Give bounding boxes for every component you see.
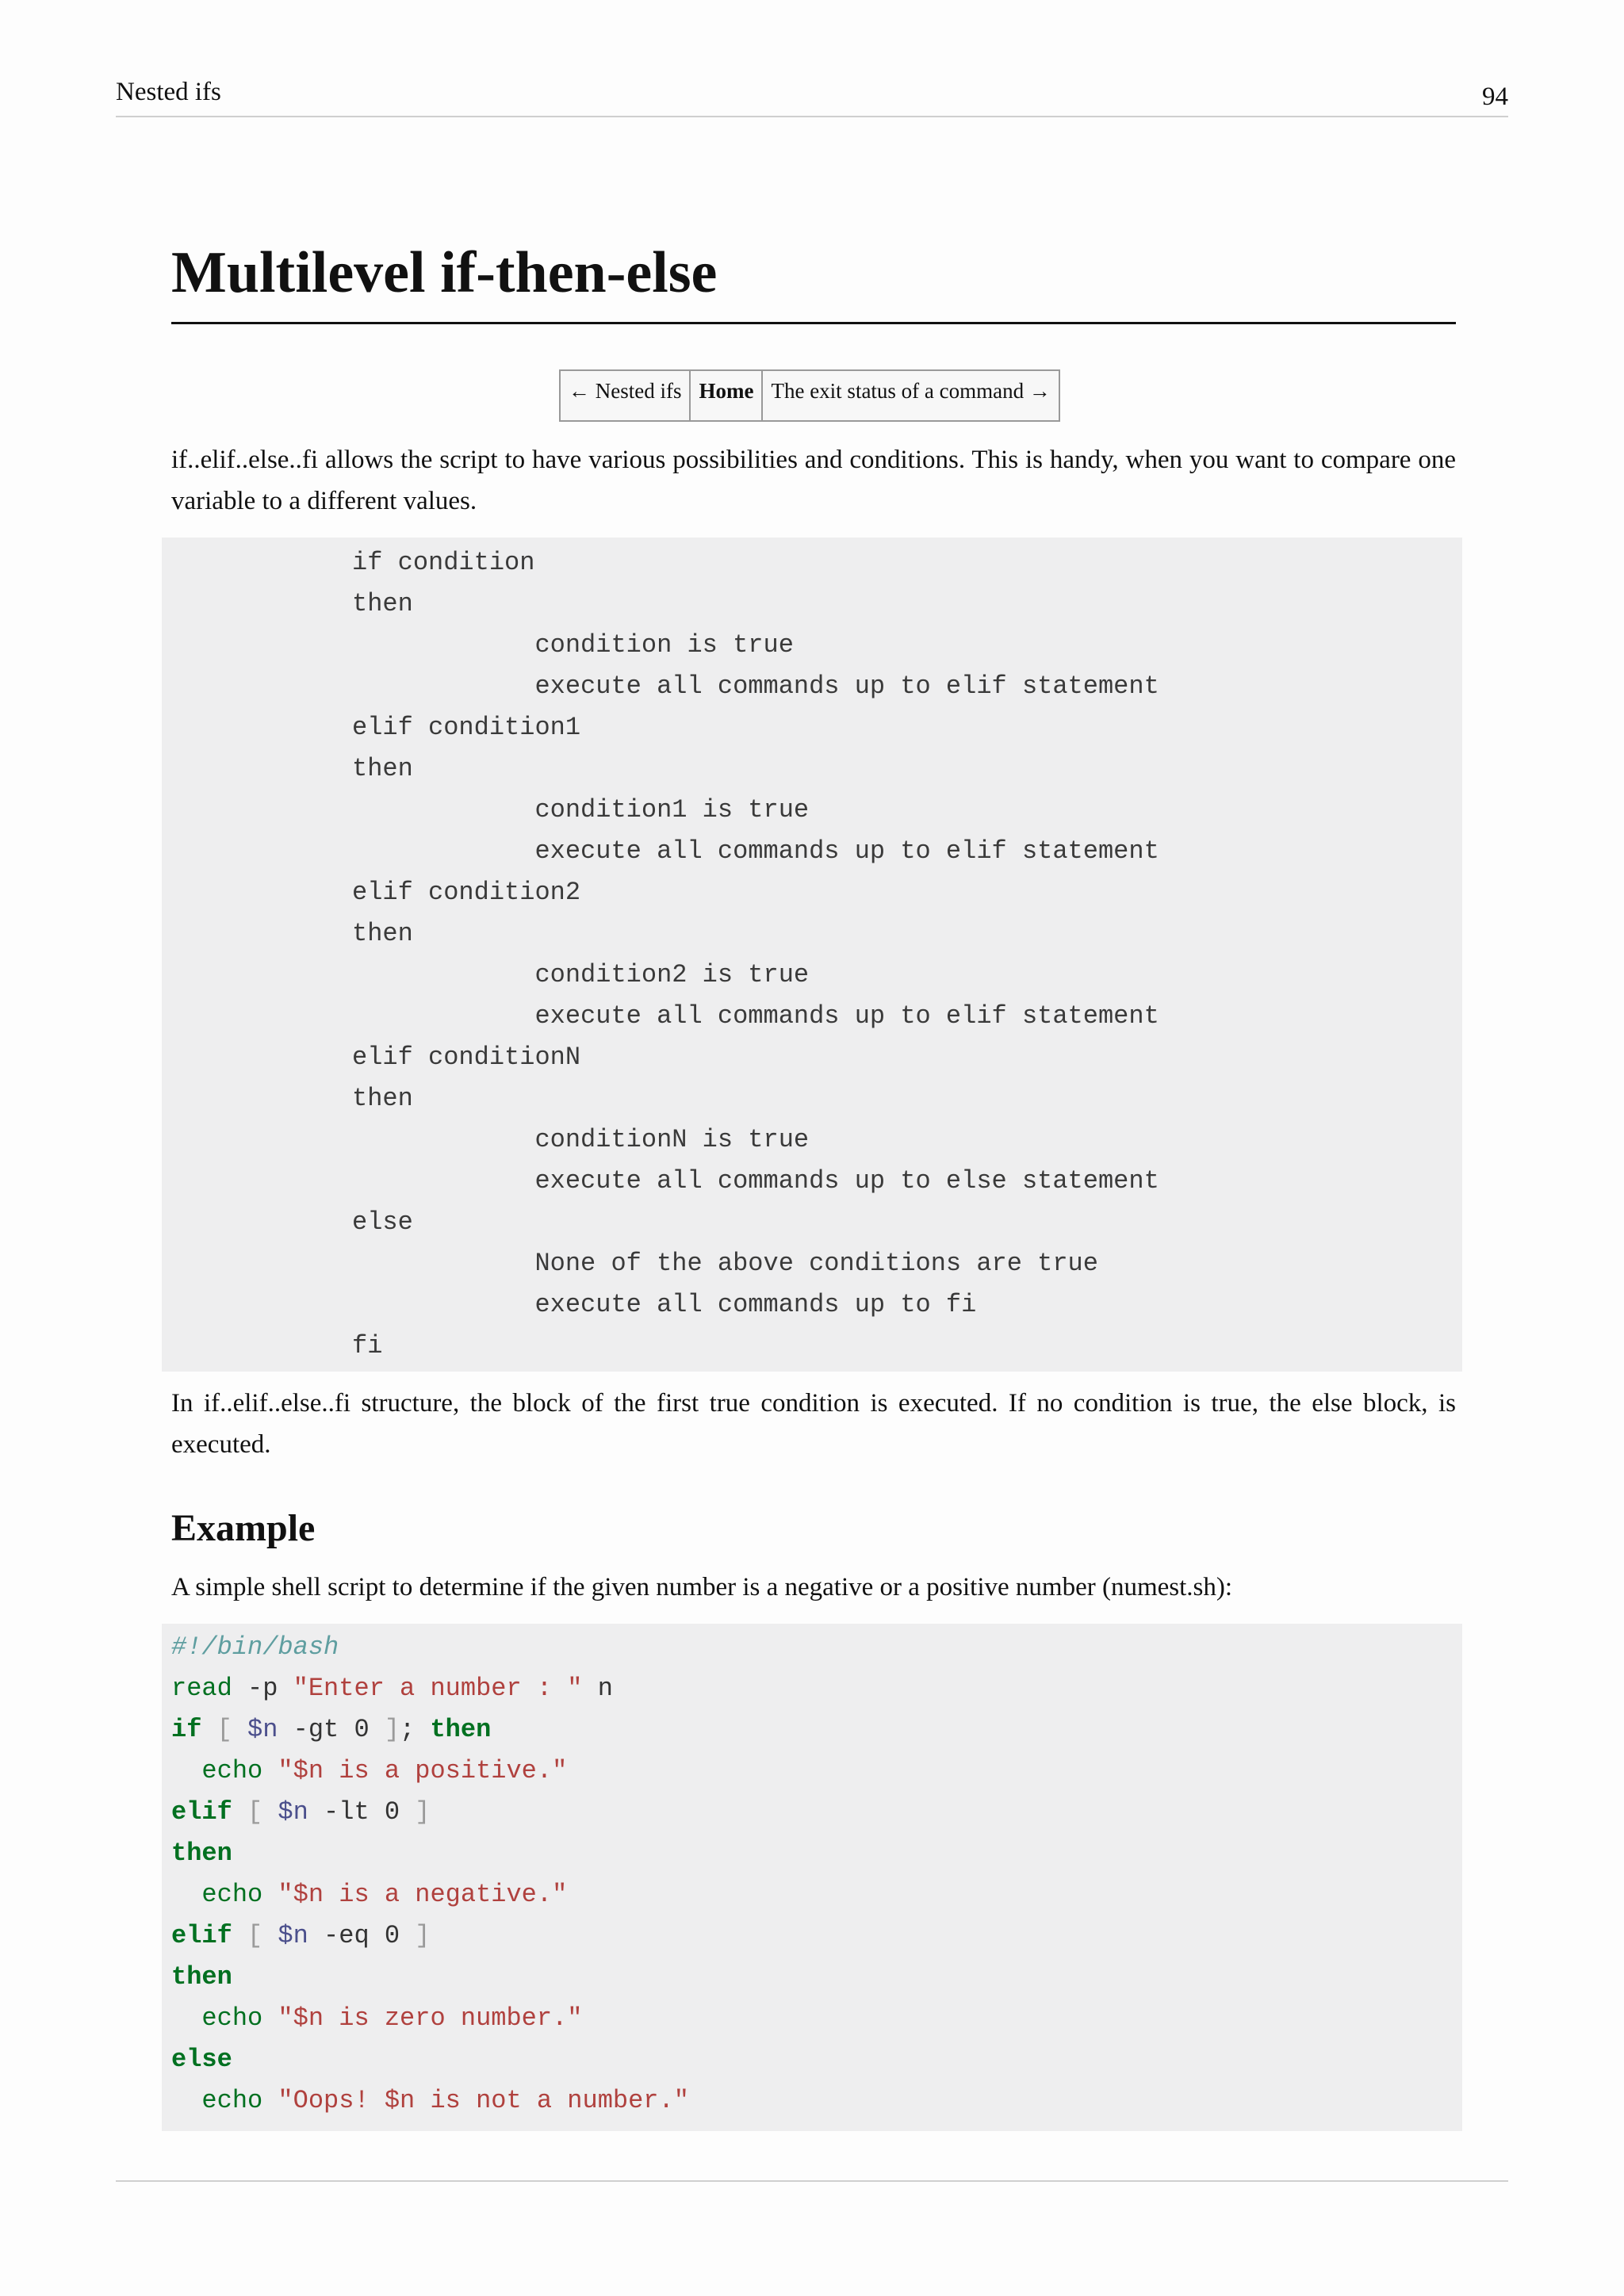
code-keyword: then <box>171 1962 232 1992</box>
running-header <box>116 78 1508 117</box>
code-bracket: ] <box>415 1921 431 1950</box>
code-keyword: if <box>171 1715 202 1744</box>
code-line: then <box>352 754 413 783</box>
code-line: else <box>352 1207 413 1237</box>
nav-next-link[interactable]: The exit status of a command → <box>761 371 1058 420</box>
code-string: "$n is zero number." <box>278 2003 583 2033</box>
code-variable: $n <box>278 1921 308 1950</box>
code-line: condition1 is true <box>352 795 810 825</box>
code-bracket: [ <box>232 1797 278 1827</box>
code-line: then <box>352 1084 413 1113</box>
code-keyword: then <box>430 1715 492 1744</box>
code-comment: #!/bin/bash <box>171 1632 339 1662</box>
code-bracket: [ <box>232 1921 278 1950</box>
page-number: 94 <box>1482 82 1508 111</box>
code-line: then <box>352 589 413 618</box>
nav-home-link[interactable]: Home <box>689 371 761 420</box>
code-keyword: elif <box>171 1921 232 1950</box>
code-line <box>171 1957 232 1998</box>
code-line: execute all commands up to else statement <box>352 1166 1159 1196</box>
code-line <box>171 1833 232 1874</box>
code-string: "Enter a number : " <box>293 1674 583 1703</box>
title-underline <box>171 322 1456 324</box>
code-builtin: echo <box>171 2003 278 2033</box>
code-line: execute all commands up to elif statement <box>352 836 1159 866</box>
code-builtin: echo <box>171 1880 278 1909</box>
code-text: n <box>582 1674 613 1703</box>
example-code-block <box>162 1624 1462 2131</box>
code-line: elif condition2 <box>352 878 581 907</box>
code-line: condition is true <box>352 630 794 660</box>
code-line <box>171 1627 339 1668</box>
intro-paragraph: if..elif..else..fi allows the script to have various possibilities and conditions. This is handy, when you want to compare one variable to a different values. <box>171 446 1456 515</box>
code-text: -p <box>232 1674 293 1703</box>
code-line: condition2 is true <box>352 960 810 989</box>
code-line <box>171 1668 613 1709</box>
code-builtin: read <box>171 1674 232 1703</box>
syntax-code-block <box>162 538 1462 1372</box>
code-line: conditionN is true <box>352 1125 810 1154</box>
code-line: if condition <box>352 548 535 577</box>
code-bracket: ] <box>415 1797 431 1827</box>
code-bracket: ] <box>384 1715 400 1744</box>
code-text: -gt 0 <box>278 1715 385 1744</box>
code-bracket: [ <box>201 1715 248 1744</box>
navigation-box <box>559 369 1060 422</box>
code-keyword: then <box>171 1839 232 1868</box>
code-keyword: else <box>171 2045 232 2074</box>
code-text: -lt 0 <box>308 1797 416 1827</box>
code-keyword: elif <box>171 1797 232 1827</box>
example-heading: Example <box>171 1507 316 1549</box>
code-line: None of the above conditions are true <box>352 1249 1098 1278</box>
code-builtin: echo <box>171 2086 278 2115</box>
code-string: "$n is a positive." <box>278 1756 568 1785</box>
code-line <box>171 1874 567 1915</box>
code-variable: $n <box>278 1797 308 1827</box>
code-line: elif conditionN <box>352 1043 581 1072</box>
nav-prev-link[interactable]: ← Nested ifs <box>569 379 682 403</box>
code-line <box>171 2039 232 2080</box>
code-line: execute all commands up to fi <box>352 1290 977 1319</box>
code-line: execute all commands up to elif statement <box>352 672 1159 701</box>
code-builtin: echo <box>171 1756 278 1785</box>
code-line <box>171 2080 689 2122</box>
code-line <box>171 1792 430 1833</box>
running-title: Nested ifs <box>116 78 221 106</box>
code-line <box>171 1998 582 2039</box>
code-line <box>171 1915 430 1957</box>
code-text: ; <box>400 1715 431 1744</box>
code-line: elif condition1 <box>352 713 581 742</box>
code-line: execute all commands up to elif statement <box>352 1001 1159 1031</box>
code-line <box>171 1709 491 1751</box>
footer-rule <box>116 2180 1508 2182</box>
code-text: -eq 0 <box>308 1921 416 1950</box>
code-line: then <box>352 919 413 948</box>
code-string: "$n is a negative." <box>278 1880 568 1909</box>
code-variable: $n <box>247 1715 278 1744</box>
page-title: Multilevel if-then-else <box>171 240 718 305</box>
code-line: fi <box>352 1331 383 1360</box>
explanation-paragraph: In if..elif..else..fi structure, the block of the first true condition is executed. If no condition is true, the else block, is executed. <box>171 1389 1456 1459</box>
code-string: "Oops! $n is not a number." <box>278 2086 689 2115</box>
example-description: A simple shell script to determine if the given number is a negative or a positive number (numest.sh): <box>171 1573 1233 1601</box>
code-line <box>171 1751 567 1792</box>
